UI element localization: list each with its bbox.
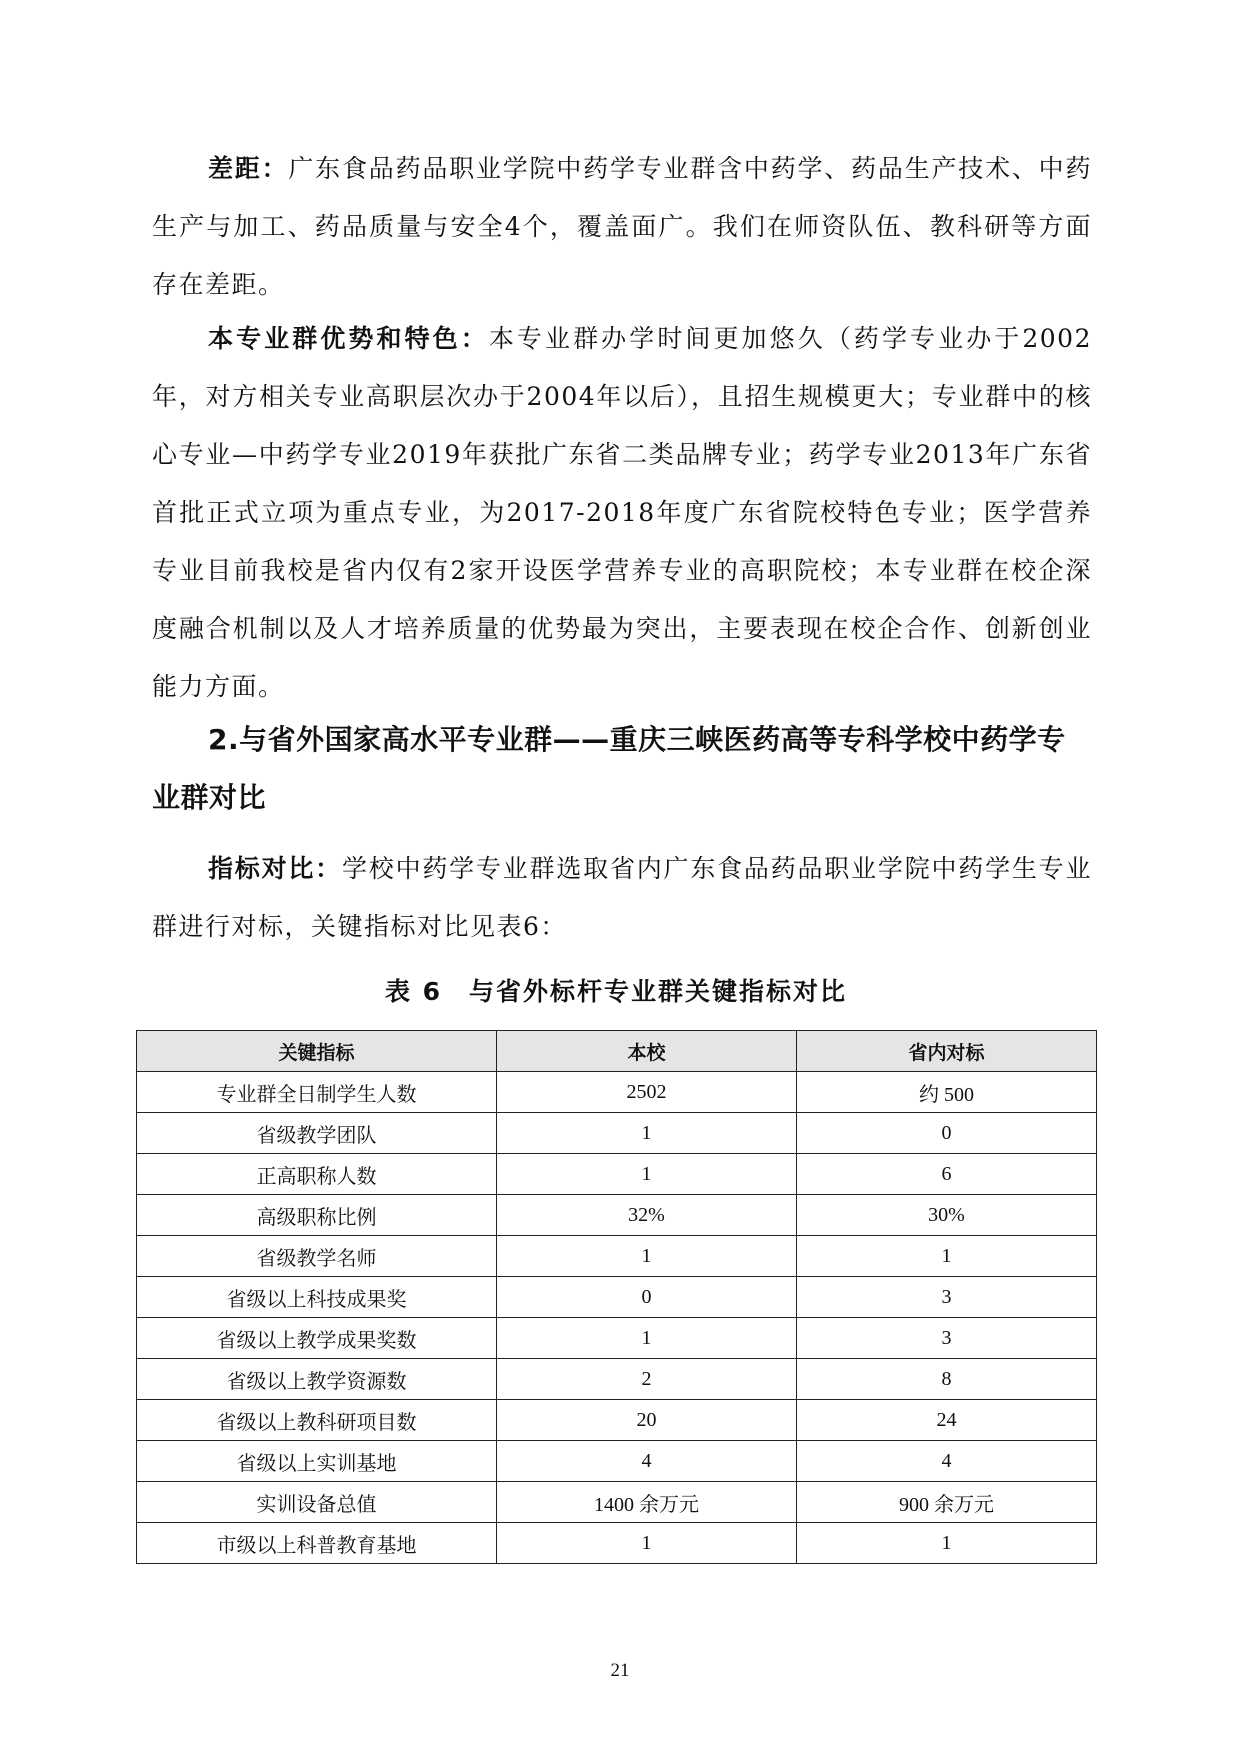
our-value-cell: 2 xyxy=(497,1359,797,1400)
our-value-cell: 1 xyxy=(497,1318,797,1359)
advantage-lead: 本专业群优势和特色： xyxy=(208,324,489,353)
advantage-text: 本专业群办学时间更加悠久（药学专业办于2002年，对方相关专业高职层次办于2004年以后），且招生规模更大；专业群中的核心专业—中药学专业2019年获批广东省二类品牌专业；药学专业2013年广东省首批正式立项为重点专业，为2017-2018年度广东省院校特色专业；医学营养专业目前我校是省内仅有2家开设医学营养专业的高职院校；本专业群在校企深度融合机制以及人才培养质量的优势最为突出，主要表现在校企合作、创新创业能力方面。 xyxy=(152,324,1092,701)
indicator-cell: 正高职称人数 xyxy=(137,1154,497,1195)
our-value-cell: 1 xyxy=(497,1523,797,1564)
indicator-cell: 专业群全日制学生人数 xyxy=(137,1072,497,1113)
indicator-cell: 省级以上实训基地 xyxy=(137,1441,497,1482)
our-value-cell: 1 xyxy=(497,1113,797,1154)
indicator-cell: 省级教学名师 xyxy=(137,1236,497,1277)
benchmark-value-cell: 900 余万元 xyxy=(797,1482,1097,1523)
indicator-cell: 实训设备总值 xyxy=(137,1482,497,1523)
table-row xyxy=(137,1400,1097,1441)
page-number: 21 xyxy=(610,1660,630,1681)
table-row xyxy=(137,1441,1097,1482)
table-row xyxy=(137,1113,1097,1154)
gap-lead: 差距： xyxy=(208,154,289,183)
metrics-table xyxy=(136,1030,1097,1564)
table-row xyxy=(137,1195,1097,1236)
table-row xyxy=(137,1154,1097,1195)
our-value-cell: 1 xyxy=(497,1154,797,1195)
table-row xyxy=(137,1277,1097,1318)
advantage-paragraph xyxy=(152,310,1092,716)
table-row xyxy=(137,1523,1097,1564)
table-row xyxy=(137,1072,1097,1113)
benchmark-value-cell: 6 xyxy=(797,1154,1097,1195)
benchmark-value-cell: 3 xyxy=(797,1277,1097,1318)
indicator-cell: 省级教学团队 xyxy=(137,1113,497,1154)
gap-paragraph xyxy=(152,140,1092,314)
header-our-school: 本校 xyxy=(497,1031,797,1072)
indicator-paragraph xyxy=(152,840,1092,956)
our-value-cell: 32% xyxy=(497,1195,797,1236)
our-value-cell: 2502 xyxy=(497,1072,797,1113)
table-row xyxy=(137,1318,1097,1359)
benchmark-value-cell: 约 500 xyxy=(797,1072,1097,1113)
indicator-cell: 省级以上科技成果奖 xyxy=(137,1277,497,1318)
benchmark-value-cell: 4 xyxy=(797,1441,1097,1482)
benchmark-value-cell: 24 xyxy=(797,1400,1097,1441)
table-caption: 表 6 与省外标杆专业群关键指标对比 xyxy=(384,977,848,1006)
our-value-cell: 1 xyxy=(497,1236,797,1277)
our-value-cell: 1400 余万元 xyxy=(497,1482,797,1523)
table-row xyxy=(137,1359,1097,1400)
indicator-cell: 省级以上教学资源数 xyxy=(137,1359,497,1400)
benchmark-value-cell: 30% xyxy=(797,1195,1097,1236)
table-row xyxy=(137,1236,1097,1277)
benchmark-value-cell: 1 xyxy=(797,1236,1097,1277)
indicator-cell: 高级职称比例 xyxy=(137,1195,497,1236)
benchmark-value-cell: 8 xyxy=(797,1359,1097,1400)
indicator-cell: 市级以上科普教育基地 xyxy=(137,1523,497,1564)
gap-text: 广东食品药品职业学院中药学专业群含中药学、药品生产技术、中药生产与加工、药品质量与安全4个，覆盖面广。我们在师资队伍、教科研等方面存在差距。 xyxy=(152,154,1092,299)
our-value-cell: 4 xyxy=(497,1441,797,1482)
header-benchmark: 省内对标 xyxy=(797,1031,1097,1072)
benchmark-value-cell: 3 xyxy=(797,1318,1097,1359)
indicator-text: 学校中药学专业群选取省内广东食品药品职业学院中药学生专业群进行对标，关键指标对比见表6： xyxy=(152,854,1092,941)
benchmark-value-cell: 0 xyxy=(797,1113,1097,1154)
indicator-cell: 省级以上教科研项目数 xyxy=(137,1400,497,1441)
our-value-cell: 0 xyxy=(497,1277,797,1318)
indicator-cell: 省级以上教学成果奖数 xyxy=(137,1318,497,1359)
benchmark-value-cell: 1 xyxy=(797,1523,1097,1564)
table-header-row xyxy=(137,1031,1097,1072)
header-indicator: 关键指标 xyxy=(137,1031,497,1072)
section-heading: 2.与省外国家高水平专业群——重庆三峡医药高等专科学校中药学专业群对比 xyxy=(152,723,1066,814)
our-value-cell: 20 xyxy=(497,1400,797,1441)
indicator-lead: 指标对比： xyxy=(208,854,342,883)
table-row xyxy=(137,1482,1097,1523)
